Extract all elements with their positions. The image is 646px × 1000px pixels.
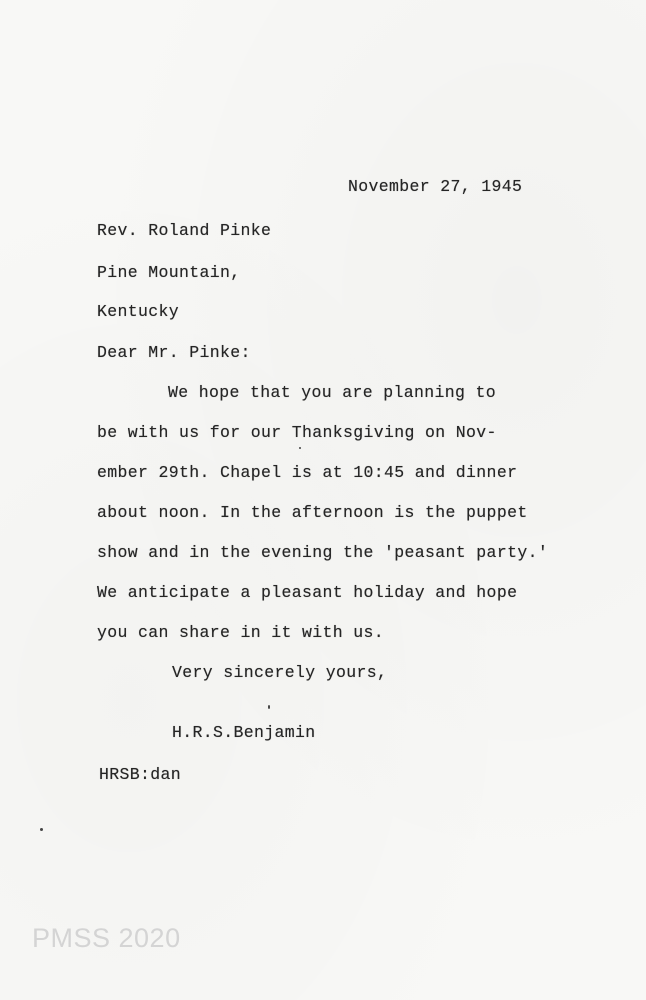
- body-line: you can share in it with us.: [97, 623, 385, 642]
- recipient-name: Rev. Roland Pinke: [97, 221, 272, 240]
- signature: H.R.S.Benjamin: [172, 723, 316, 742]
- typist-initials: HRSB:dan: [99, 765, 182, 784]
- body-line: be with us for our Thanksgiving on Nov-: [97, 423, 497, 442]
- letter-date: November 27, 1945: [348, 177, 523, 196]
- paper-speck: [299, 447, 301, 449]
- paper-speck: [40, 828, 43, 831]
- body-line: We anticipate a pleasant holiday and hope: [97, 583, 518, 602]
- closing: Very sincerely yours,: [172, 663, 388, 682]
- recipient-state: Kentucky: [97, 302, 180, 321]
- recipient-location: Pine Mountain,: [97, 263, 241, 282]
- body-line: show and in the evening the 'peasant party.': [97, 543, 549, 562]
- body-line: about noon. In the afternoon is the puppet: [97, 503, 528, 522]
- salutation: Dear Mr. Pinke:: [97, 343, 251, 362]
- body-line: ember 29th. Chapel is at 10:45 and dinner: [97, 463, 518, 482]
- paper-speck: [268, 705, 270, 709]
- body-line: We hope that you are planning to: [168, 383, 497, 402]
- archive-watermark: PMSS 2020: [32, 923, 181, 953]
